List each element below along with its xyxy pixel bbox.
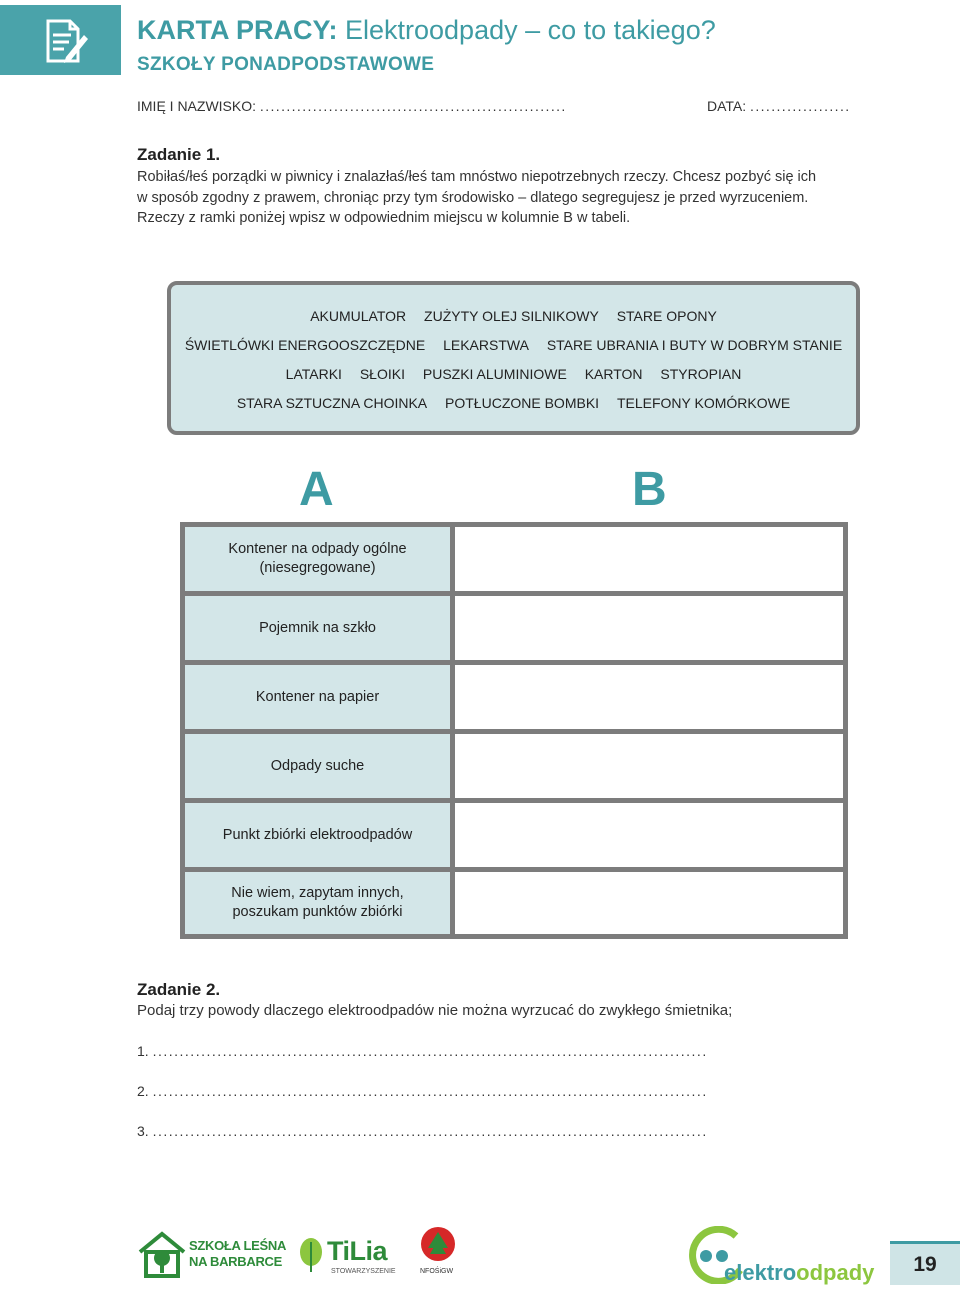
word: STARE UBRANIA I BUTY W DOBRYM STANIE [546,337,843,353]
answer-number: 3. [137,1123,149,1139]
word: STARA SZTUCZNA CHOINKA [236,395,428,411]
szkola-lesna-logo [137,1230,287,1280]
worksheet-pencil-icon [44,17,90,65]
answer-dots[interactable]: ....................................................................................................... [152,1043,708,1059]
name-label: IMIĘ I NAZWISKO: [137,98,257,114]
column-a-heading: A [299,463,334,516]
word: LATARKI [285,366,342,382]
word: PUSZKI ALUMINIOWE [422,366,567,382]
task1-text [137,167,867,229]
date-dots[interactable]: ................... [750,98,851,114]
answer-dots[interactable]: ....................................................................................................... [152,1123,708,1139]
column-b-heading: B [632,463,667,516]
nfosigw-emblem-icon [420,1226,456,1266]
house-tree-icon [137,1230,187,1278]
table-row-label: Kontener na papier [185,665,450,729]
word: AKUMULATOR [310,308,407,324]
answer-cell[interactable] [455,803,843,867]
word-box [167,281,860,435]
task1-line: Robiłaś/łeś porządki w piwnicy i znalazłaś/łeś tam mnóstwo niepotrzebnych rzeczy. Chcesz pozbyć się ich [137,169,817,185]
task2-question [137,1001,867,1022]
page-title: KARTA PRACY: Elektroodpady – co to takiego? [137,15,716,45]
answer-number: 1. [137,1043,149,1059]
page-subtitle: SZKOŁY PONADPODSTAWOWE [137,54,435,75]
word: LEKARSTWA [443,337,529,353]
elektroodpady-logo [686,1226,875,1285]
word: ZUŻYTY OLEJ SILNIKOWY [424,308,599,324]
word: TELEFONY KOMÓRKOWE [616,395,791,411]
date-label: DATA: [707,98,747,114]
table-row-label: Punkt zbiórki elektroodpadów [185,803,450,867]
task2-heading: Zadanie 2. [137,980,221,999]
logo4-part1: elektro [724,1260,797,1285]
answer-cell[interactable] [455,872,843,934]
task1-line: w sposób zgodny z prawem, chroniąc przy tym środowisko – dlatego segregujesz je przed wyrzuceniem. [137,189,809,206]
word: POTŁUCZONE BOMBKI [445,395,600,411]
tilia-logo: TiLia STOWARZYSZENIE [297,1236,397,1282]
word: STARE OPONY [616,308,717,324]
word: ŚWIETLÓWKI ENERGOOSZCZĘDNE [184,337,426,353]
table-row-label: Nie wiem, zapytam innych, poszukam punktów zbiórki [185,872,450,934]
answer-line[interactable] [137,1043,708,1059]
table-row-label: Pojemnik na szkło [185,596,450,660]
answer-cell[interactable] [455,734,843,798]
logo3-text: NFOŚiGW [420,1268,454,1275]
answer-line[interactable] [137,1123,708,1139]
word: STYROPIAN [660,366,742,382]
task1-heading: Zadanie 1. [137,145,221,164]
answer-cell[interactable] [455,527,843,591]
answer-number: 2. [137,1083,149,1099]
date-field [707,98,851,114]
nfosigw-logo [420,1226,460,1280]
logo4-part2: odpady [796,1260,875,1285]
page-number: 19 [890,1241,960,1285]
word: SŁOIKI [359,366,405,382]
word-row [171,366,856,382]
word: KARTON [584,366,643,382]
table-row-label: Odpady suche [185,734,450,798]
table-row-label: Kontener na odpady ogólne (niesegregowane) [185,527,450,591]
sorting-table [180,522,848,939]
word-row [171,337,856,353]
logo1-text: SZKOŁA LEŚNA NA BARBARCE [189,1238,287,1269]
answer-cell[interactable] [455,596,843,660]
answer-dots[interactable]: ....................................................................................................... [152,1083,708,1099]
answer-cell[interactable] [455,665,843,729]
leaf-icon [297,1236,327,1276]
worksheet-icon-box [0,5,121,75]
answer-line[interactable] [137,1083,708,1099]
word-row [171,308,856,324]
task1-line: Rzeczy z ramki poniżej wpisz w odpowiednim miejscu w kolumnie B w tabeli. [137,210,631,226]
name-field [137,98,567,114]
word-row [171,395,856,411]
task2-question-text: Podaj trzy powody dlaczego elektroodpadów nie można wyrzucać do zwykłego śmietnika; [137,1002,733,1019]
name-dots[interactable]: .......................................................... [259,98,567,114]
